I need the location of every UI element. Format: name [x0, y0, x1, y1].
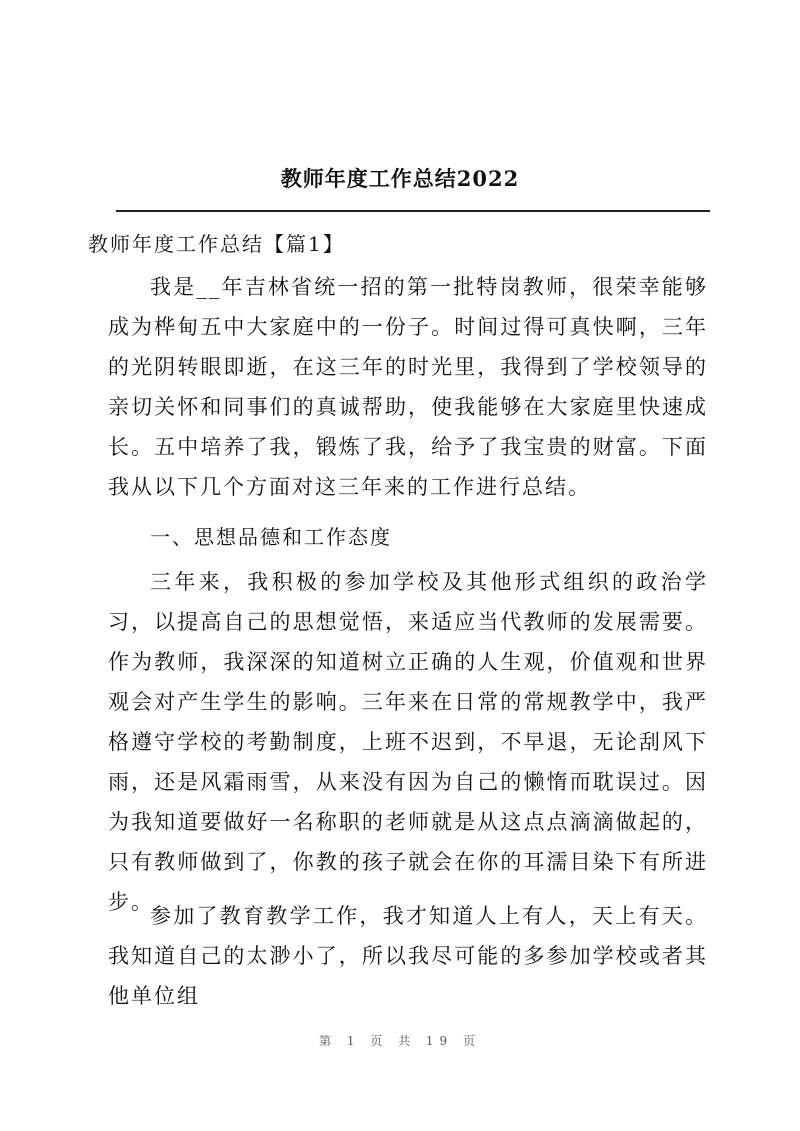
subheading-ideology: 一、思想品德和工作态度: [150, 525, 392, 549]
page-footer: 第 1 页 共 19 页: [319, 1034, 481, 1048]
title-divider: [116, 210, 710, 212]
paragraph-attitude: 三年来，我积极的参加学校及其他形式组织的政治学习，以提高自己的思想觉悟，来适应当代教师的发展需要。作为教师，我深深的知道树立正确的人生观，价值观和世界观会对产生学生的影响。三年来在日常的常规教学中，我严格遵守学校的考勤制度，上班不迟到，不早退，无论刮风下雨，还是风霜雨雪，从来没有因为自己的懒惰而耽误过。因为我知道要做好一名称职的老师就是从这点点滴滴做起的，只有教师做到了，你教的孩子就会在你的耳濡目染下有所进步。: [108, 570, 708, 914]
section-heading: 教师年度工作总结【篇1】: [88, 232, 345, 256]
document-title: 教师年度工作总结2022: [280, 166, 520, 191]
paragraph-teaching: 参加了教育教学工作，我才知道人上有人，天上有天。我知道自己的太渺小了，所以我尽可能的多参加学校或者其他单位组: [108, 904, 708, 1008]
paragraph-intro: 我是__年吉林省统一招的第一批特岗教师，很荣幸能够成为桦甸五中大家庭中的一份子。时间过得可真快啊，三年的光阴转眼即逝，在这三年的时光里，我得到了学校领导的亲切关怀和同事们的真诚帮助，使我能够在大家庭里快速成长。五中培养了我，锻炼了我，给予了我宝贵的财富。下面我从以下几个方面对这三年来的工作进行总结。: [108, 275, 708, 499]
